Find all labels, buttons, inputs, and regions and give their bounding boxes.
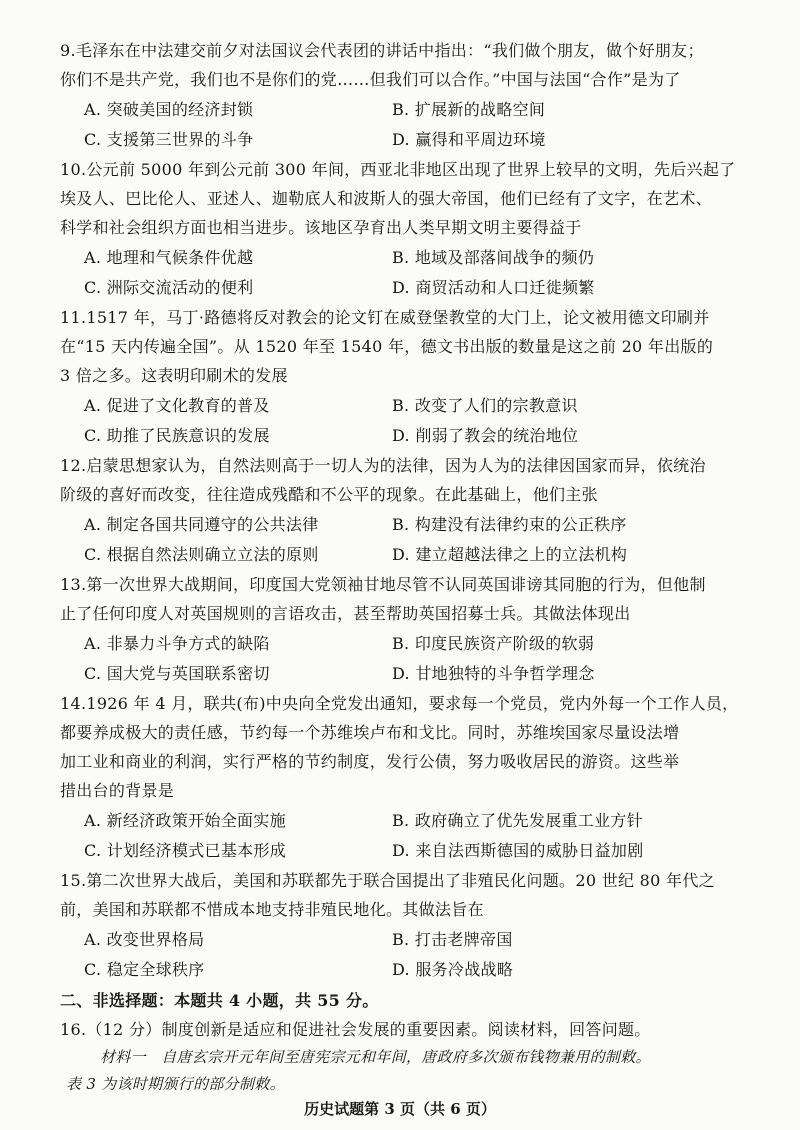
material-one-line-2: 表 3 为该时期颁行的部分制敕。: [66, 1075, 285, 1093]
q12-stem-line-1: 12.启蒙思想家认为，自然法则高于一切人为的法律，因为人为的法律因国家而异，依统治: [60, 456, 706, 475]
q14-option-c: C. 计划经济模式已基本形成: [84, 841, 287, 860]
q9-option-d: D. 赢得和平周边环境: [392, 130, 546, 149]
q13-option-b: B. 印度民族资产阶级的软弱: [392, 634, 595, 653]
q11-stem-line-1: 11.1517 年，马丁·路德将反对教会的论文钉在威登堡教堂的大门上，论文被用德文印刷并: [60, 308, 710, 327]
q11-option-c: C. 助推了民族意识的发展: [84, 426, 270, 445]
q10-stem-line-1: 10.公元前 5000 年到公元前 300 年间，西亚北非地区出现了世界上较早的文明，先后兴起了: [60, 160, 736, 179]
q9-option-c: C. 支援第三世界的斗争: [84, 130, 254, 149]
q14-stem-line-2: 都要养成极大的责任感，节约每一个苏维埃卢布和戈比。同时，苏维埃国家尽量设法增: [60, 723, 680, 742]
q15-option-a: A. 改变世界格局: [84, 930, 205, 949]
q10-stem-line-2: 埃及人、巴比伦人、亚述人、迦勒底人和波斯人的强大帝国，他们已经有了文字，在艺术、: [60, 189, 713, 208]
q16-stem: 16.（12 分）制度创新是适应和促进社会发展的重要因素。阅读材料，回答问题。: [60, 1020, 651, 1039]
q12-option-a: A. 制定各国共同遵守的公共法律: [84, 515, 319, 534]
q10-option-c: C. 洲际交流活动的便利: [84, 278, 254, 297]
q11-option-b: B. 改变了人们的宗教意识: [392, 396, 578, 415]
q13-option-c: C. 国大党与英国联系密切: [84, 664, 270, 683]
section-heading: 二、非选择题：本题共 4 小题，共 55 分。: [60, 991, 379, 1010]
q15-stem-line-2: 前，美国和苏联都不惜成本地支持非殖民地化。其做法旨在: [60, 900, 484, 919]
q9-stem-line-2: 你们不是共产党，我们也不是你们的党……但我们可以合作。”中国与法国“合作”是为了: [60, 70, 681, 89]
q11-stem-line-2: 在“15 天内传遍全国”。从 1520 年至 1540 年，德文书出版的数量是这之前 20 年出版的: [60, 337, 714, 356]
q15-option-b: B. 打击老牌帝国: [392, 930, 513, 949]
material-one-line-1: 材料一 自唐玄宗开元年间至唐宪宗元和年间，唐政府多次颁布钱物兼用的制敕。: [100, 1048, 651, 1066]
q10-option-b: B. 地域及部落间战争的频仍: [392, 248, 595, 267]
q9-option-b: B. 扩展新的战略空间: [392, 100, 546, 119]
q15-option-c: C. 稳定全球秩序: [84, 960, 205, 979]
q15-option-d: D. 服务冷战战略: [392, 960, 514, 979]
q11-stem-line-3: 3 倍之多。这表明印刷术的发展: [60, 366, 288, 385]
q14-option-d: D. 来自法西斯德国的威胁日益加剧: [392, 841, 644, 860]
q13-option-d: D. 甘地独特的斗争哲学理念: [392, 664, 595, 683]
q11-option-d: D. 削弱了教会的统治地位: [392, 426, 579, 445]
q11-option-a: A. 促进了文化教育的普及: [84, 396, 270, 415]
q10-option-d: D. 商贸活动和人口迁徙频繁: [392, 278, 595, 297]
q14-option-a: A. 新经济政策开始全面实施: [84, 811, 286, 830]
page-footer: 历史试题第 3 页（共 6 页）: [304, 1100, 496, 1118]
q14-stem-line-4: 措出台的背景是: [60, 781, 175, 800]
q9-stem-line-1: 9.毛泽东在中法建交前夕对法国议会代表团的讲话中指出：“我们做个朋友，做个好朋友；: [60, 41, 704, 60]
q12-stem-line-2: 阶级的喜好而改变，往往造成残酷和不公平的现象。在此基础上，他们主张: [60, 485, 598, 504]
q13-stem-line-2: 止了任何印度人对英国规则的言语攻击，甚至帮助英国招募士兵。其做法体现出: [60, 604, 631, 623]
q14-stem-line-3: 加工业和商业的利润，实行严格的节约制度，发行公债，努力吸收居民的游资。这些举: [60, 752, 680, 771]
q14-option-b: B. 政府确立了优先发展重工业方针: [392, 811, 644, 830]
q12-option-d: D. 建立超越法律之上的立法机构: [392, 545, 628, 564]
q13-stem-line-1: 13.第一次世界大战期间，印度国大党领袖甘地尽管不认同英国诽谤其同胞的行为，但他制: [60, 575, 706, 594]
q13-option-a: A. 非暴力斗争方式的缺陷: [84, 634, 270, 653]
q12-option-b: B. 构建没有法律约束的公正秩序: [392, 515, 627, 534]
q12-option-c: C. 根据自然法则确立立法的原则: [84, 545, 319, 564]
q15-stem-line-1: 15.第二次世界大战后，美国和苏联都先于联合国提出了非殖民化问题。20 世纪 80 年代之: [60, 871, 715, 890]
q9-option-a: A. 突破美国的经济封锁: [84, 100, 254, 119]
q10-option-a: A. 地理和气候条件优越: [84, 248, 254, 267]
q10-stem-line-3: 科学和社会组织方面也相当进步。该地区孕育出人类早期文明主要得益于: [60, 218, 582, 237]
q14-stem-line-1: 14.1926 年 4 月，联共(布)中央向全党发出通知，要求每一个党员，党内外每一个工作人员，: [60, 694, 739, 713]
